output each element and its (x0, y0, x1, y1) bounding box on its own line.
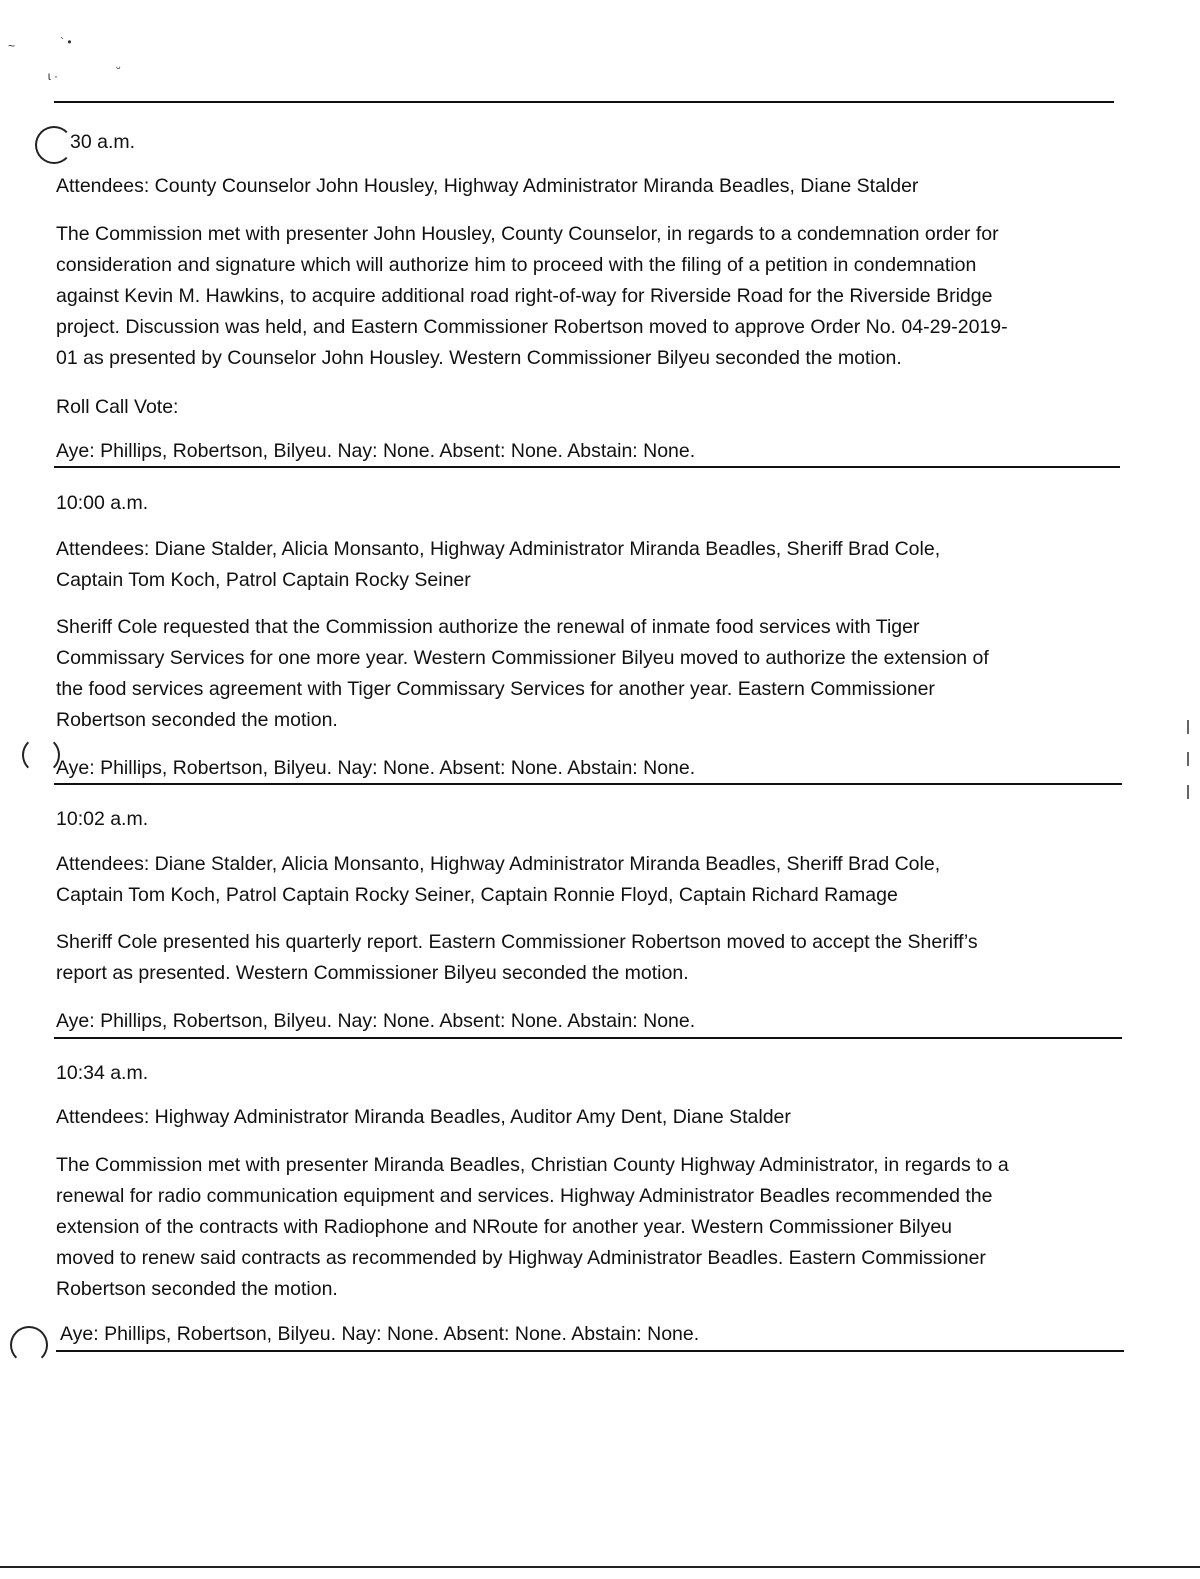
section-time: 30 a.m. (70, 131, 136, 153)
body-line: project. Discussion was held, and Eastern Commissioner Robertson moved to approve Order No. 04-29-2019- (56, 316, 1008, 338)
body-line: consideration and signature which will authorize him to proceed with the filing of a petition in condemnation (56, 254, 977, 276)
section-time: 10:00 a.m. (56, 492, 149, 514)
body-line: Sheriff Cole requested that the Commission authorize the renewal of inmate food services with Tiger (56, 616, 920, 638)
section-time: 10:34 a.m. (56, 1062, 149, 1084)
body-line: The Commission met with presenter John Housley, County Counselor, in regards to a condemnation order for (56, 223, 999, 245)
scan-speck: ɩ · (48, 69, 58, 83)
body-line: 01 as presented by Counselor John Housley. Western Commissioner Bilyeu seconded the motion. (56, 347, 902, 369)
body-line: report as presented. Western Commissioner Bilyeu seconded the motion. (56, 962, 689, 984)
body-line: The Commission met with presenter Miranda Beadles, Christian County Highway Administrator, in regards to a (56, 1154, 1009, 1176)
punch-hole (10, 1326, 48, 1364)
attendees-line: Attendees: Diane Stalder, Alicia Monsanto, Highway Administrator Miranda Beadles, Sheriff Brad Cole, (56, 853, 941, 875)
body-line: Robertson seconded the motion. (56, 1278, 338, 1300)
scan-speck: ` • (60, 35, 72, 49)
body-line: extension of the contracts with Radiophone and NRoute for another year. Western Commissioner Bilyeu (56, 1216, 953, 1238)
vote-line: Aye: Phillips, Robertson, Bilyeu. Nay: None. Absent: None. Abstain: None. (56, 1010, 696, 1032)
scan-edge-mark (1187, 785, 1189, 799)
scan-edge-mark (1187, 752, 1189, 766)
scan-speck: ᵕ (116, 61, 121, 75)
roll-call-label: Roll Call Vote: (56, 396, 179, 418)
separator-rule (54, 783, 1122, 785)
body-line: against Kevin M. Hawkins, to acquire additional road right-of-way for Riverside Road for the Riverside Bridge (56, 285, 993, 307)
attendees-line: Attendees: Diane Stalder, Alicia Monsanto, Highway Administrator Miranda Beadles, Sheriff Brad Cole, (56, 538, 941, 560)
separator-rule (54, 101, 1114, 103)
body-line: the food services agreement with Tiger Commissary Services for another year. Eastern Commissioner (56, 678, 935, 700)
scan-edge-mark (1187, 720, 1189, 734)
punch-hole (35, 126, 73, 164)
separator-rule (54, 1037, 1122, 1039)
body-line: renewal for radio communication equipment and services. Highway Administrator Beadles recommended the (56, 1185, 993, 1207)
attendees-line: Captain Tom Koch, Patrol Captain Rocky Seiner, Captain Ronnie Floyd, Captain Richard Ramage (56, 884, 898, 906)
body-line: moved to renew said contracts as recommended by Highway Administrator Beadles. Eastern Commissioner (56, 1247, 986, 1269)
attendees-line: Attendees: County Counselor John Housley, Highway Administrator Miranda Beadles, Diane Stalder (56, 175, 919, 197)
vote-line: Aye: Phillips, Robertson, Bilyeu. Nay: None. Absent: None. Abstain: None. (56, 757, 696, 779)
body-line: Robertson seconded the motion. (56, 709, 338, 731)
separator-rule (54, 466, 1120, 468)
separator-rule (56, 1350, 1124, 1352)
attendees-line: Captain Tom Koch, Patrol Captain Rocky Seiner (56, 569, 471, 591)
vote-line: Aye: Phillips, Robertson, Bilyeu. Nay: None. Absent: None. Abstain: None. (56, 440, 696, 462)
scan-bottom-edge (0, 1566, 1200, 1568)
attendees-line: Attendees: Highway Administrator Miranda Beadles, Auditor Amy Dent, Diane Stalder (56, 1106, 791, 1128)
vote-line: Aye: Phillips, Robertson, Bilyeu. Nay: None. Absent: None. Abstain: None. (60, 1323, 700, 1345)
body-line: Commissary Services for one more year. Western Commissioner Bilyeu moved to authorize the extension of (56, 647, 989, 669)
section-time: 10:02 a.m. (56, 808, 149, 830)
body-line: Sheriff Cole presented his quarterly report. Eastern Commissioner Robertson moved to accept the Sheriff’s (56, 931, 978, 953)
punch-hole (22, 736, 60, 774)
scan-speck: ~ (8, 39, 16, 53)
